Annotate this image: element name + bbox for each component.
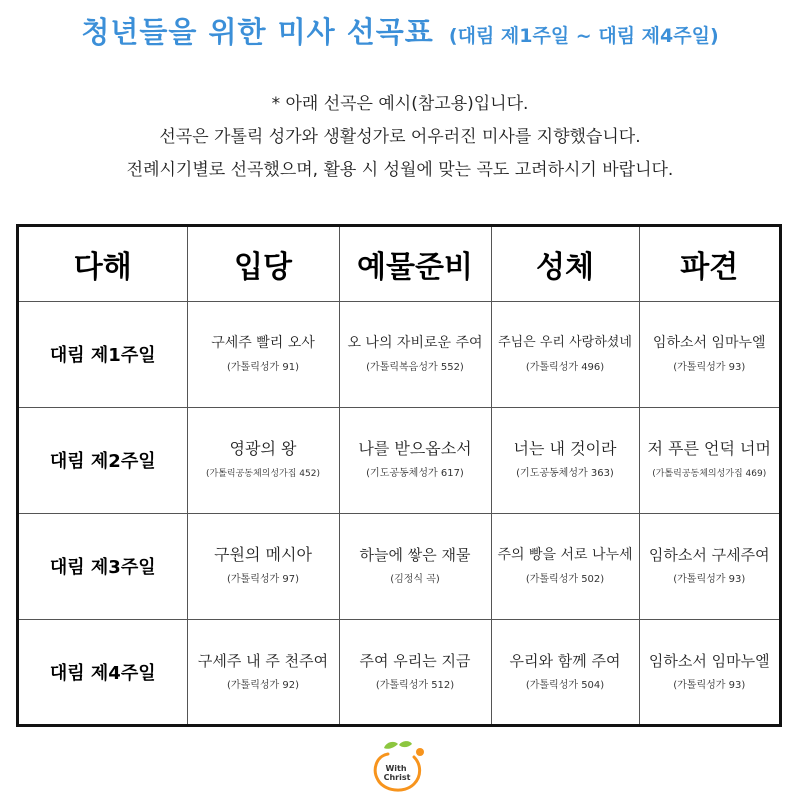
table-row-week-1 [19,302,779,408]
song-source: (가톨릭성가 93) [673,362,746,374]
song-source: (가톨릭성가 512) [375,679,455,691]
header-year-cycle: 다해 [19,227,187,302]
song-title: 주님은 우리 사랑하셨네 [498,335,632,351]
song-title: 우리와 함께 주여 [509,651,621,670]
week-label: 대림 제1주일 [19,302,187,408]
song-title: 나를 받으옵소서 [358,439,472,459]
note-line: 선곡은 가톨릭 성가와 생활성가로 어우러진 미사를 지향했습니다. [159,127,641,147]
logo-text-line1: With [385,764,407,773]
song-title: 영광의 왕 [229,439,297,459]
song-cell [491,302,639,408]
table-row-week-3 [19,513,779,619]
song-cell [639,513,779,619]
song-cell [187,407,339,513]
song-source: (가톨릭성가 502) [525,574,605,586]
song-source: (가톨릭성가 92) [226,679,299,691]
song-title: 임하소서 구세주여 [648,546,770,565]
note-line: 전례시기별로 선곡했으며, 활용 시 성월에 맞는 곡도 고려하시기 바랍니다. [126,160,674,180]
song-source: (기도공동체성가 363) [516,468,614,480]
song-cell [639,302,779,408]
song-cell [339,407,491,513]
song-cell [639,407,779,513]
song-title: 구세주 빨리 오사 [211,335,315,352]
song-title: 구원의 메시아 [214,545,312,565]
header-entrance: 입당 [187,227,339,302]
week-label: 대림 제3주일 [19,513,187,619]
song-cell [339,513,491,619]
song-source: (가톨릭성가 93) [673,679,746,691]
with-christ-logo [366,738,434,796]
week-label: 대림 제4주일 [19,619,187,724]
song-source: (가톨릭공동체의성가집 469) [652,469,767,480]
header [0,10,800,51]
notes-block [0,88,800,187]
song-cell [491,619,639,724]
logo-text-line2: Christ [383,773,411,782]
song-cell [187,302,339,408]
song-cell [339,619,491,724]
song-cell [491,407,639,513]
header-sending: 파견 [639,227,779,302]
with-christ-logo-icon [366,738,434,796]
song-source: (가톨릭성가 496) [525,362,605,374]
song-source: (김정식 곡) [390,574,440,586]
song-title: 임하소서 임마누엘 [648,651,770,670]
header-communion: 성체 [491,227,639,302]
song-schedule-table [19,227,779,724]
song-source: (가톨릭성가 504) [525,679,605,691]
song-source: (가톨릭공동체의성가집 452) [205,469,320,480]
song-title: 임하소서 임마누엘 [652,335,766,352]
header-offertory: 예물준비 [339,227,491,302]
page-title: 청년들을 위한 미사 선곡표 [81,15,434,49]
week-label: 대림 제2주일 [19,407,187,513]
note-line: * 아래 선곡은 예시(참고용)입니다. [271,94,529,114]
song-title: 구세주 내 주 천주여 [197,651,329,670]
song-title: 오 나의 자비로운 주여 [347,335,483,352]
song-cell [187,513,339,619]
table-header-row [19,227,779,302]
song-source: (가톨릭성가 97) [226,574,299,586]
song-title: 주의 빵을 서로 나누세 [497,547,633,564]
song-cell [187,619,339,724]
table-row-week-2 [19,407,779,513]
song-schedule-table-frame [16,224,782,727]
song-cell [639,619,779,724]
table-row-week-4 [19,619,779,724]
song-cell [491,513,639,619]
song-title: 너는 내 것이라 [513,439,617,459]
song-title: 주여 우리는 지금 [359,651,471,670]
song-title: 저 푸른 언덕 너머 [647,439,771,459]
song-title: 하늘에 쌓은 재물 [359,546,471,565]
song-source: (가톨릭성가 93) [673,574,746,586]
page-subtitle: (대림 제1주일 ~ 대림 제4주일) [448,25,719,47]
song-source: (가톨릭복음성가 552) [366,362,464,374]
song-cell [339,302,491,408]
song-source: (기도공동체성가 617) [366,468,464,480]
song-source: (가톨릭성가 91) [226,362,299,374]
